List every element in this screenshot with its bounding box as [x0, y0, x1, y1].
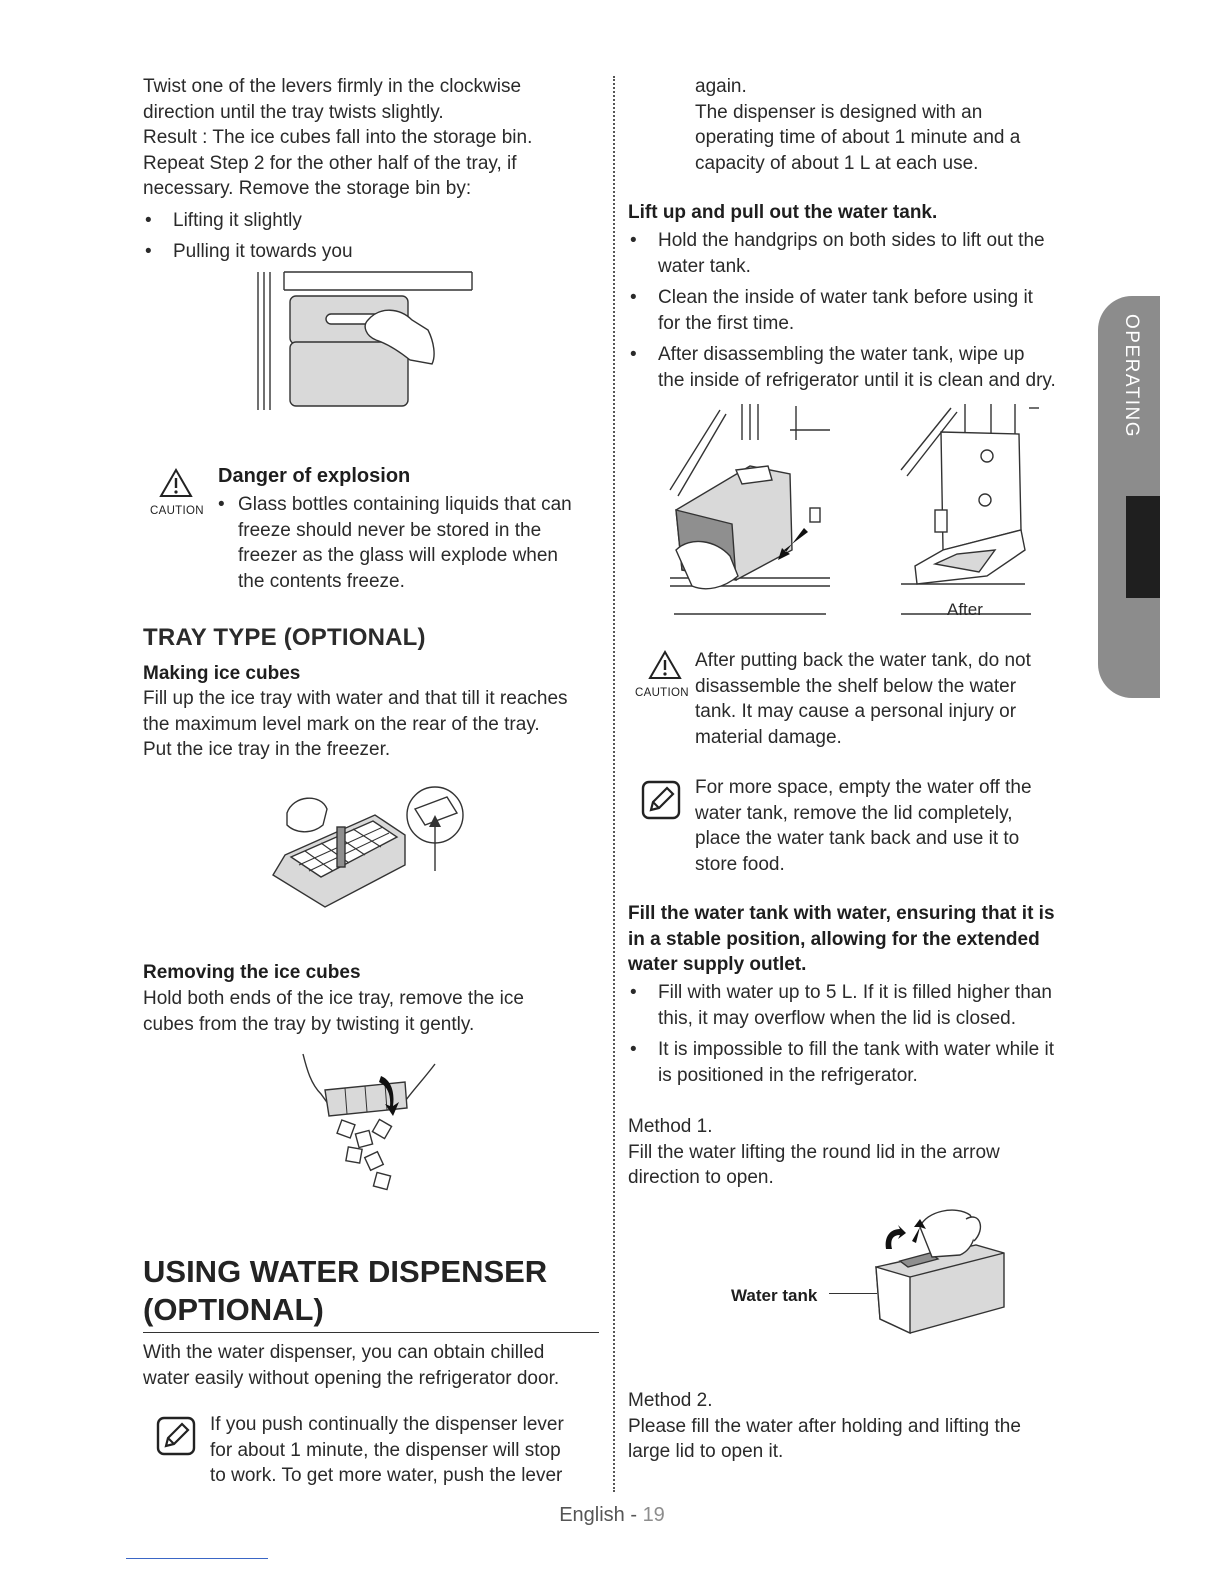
note-icon — [156, 1416, 196, 1456]
text-line: Method 2. — [628, 1390, 713, 1411]
ice-tray-fill-illustration — [265, 785, 470, 915]
callout-line — [829, 1293, 877, 1294]
list-item-line: water tank. — [658, 255, 751, 277]
section-heading — [143, 1253, 603, 1329]
note-line: to work. To get more water, push the lever — [210, 1465, 563, 1486]
caution-icon — [159, 468, 193, 498]
list-item-line: • Clean the inside of water tank before using it — [658, 287, 1033, 308]
caution-line: After putting back the water tank, do not — [695, 650, 1031, 671]
tray-type-heading: TRAY TYPE (OPTIONAL) — [143, 624, 426, 651]
note-line: store food. — [695, 853, 785, 875]
text-line: Method 1. — [628, 1116, 713, 1137]
caution-text — [695, 648, 1085, 750]
caution-title: Danger of explosion — [218, 465, 411, 487]
list-item-line: • It is impossible to fill the tank with water while it — [658, 1039, 1054, 1060]
left-column — [143, 74, 603, 271]
list-item-line: is positioned in the refrigerator. — [658, 1064, 918, 1086]
section-rule — [143, 1332, 599, 1333]
bullet-dot: • — [218, 494, 225, 515]
text-line: Fill up the ice tray with water and that till it reaches — [143, 688, 568, 709]
list-item — [628, 342, 1098, 393]
list-item: • Pulling it towards you — [143, 239, 603, 265]
list-item — [628, 1037, 1098, 1088]
list-item-line: • Hold the handgrips on both sides to lift out the — [658, 230, 1045, 251]
list-item — [628, 228, 1098, 279]
intro-line: Twist one of the levers firmly in the clockwise — [143, 76, 522, 97]
text-line: With the water dispenser, you can obtain chilled — [143, 1342, 545, 1363]
side-tab-marker — [1126, 496, 1160, 598]
intro-line: direction until the tray twists slightly. — [143, 101, 444, 123]
note-line: for about 1 minute, the dispenser will stop — [210, 1439, 561, 1461]
note-text — [210, 1412, 605, 1489]
footer-language: English - — [559, 1504, 643, 1526]
after-label: After — [947, 600, 983, 619]
caution-line: the contents freeze. — [238, 570, 405, 592]
text-line: the maximum level mark on the rear of the tray. — [143, 713, 540, 735]
list-item: • Lifting it slightly — [143, 208, 603, 234]
note-line: operating time of about 1 minute and a — [695, 127, 1021, 148]
method1-text — [628, 1114, 1098, 1191]
caution-line: disassemble the shelf below the water — [695, 675, 1017, 697]
caution-line: freeze should never be stored in the — [238, 519, 542, 541]
heading-line: Fill the water tank with water, ensuring that it is — [628, 903, 1055, 924]
note-icon — [641, 780, 681, 820]
text-line: cubes from the tray by twisting it gently. — [143, 1013, 475, 1035]
water-tank-fill-illustration — [870, 1205, 1010, 1335]
text-line: water easily without opening the refrigerator door. — [143, 1367, 560, 1389]
caution-label: CAUTION — [150, 505, 204, 517]
intro-line: Repeat Step 2 for the other half of the tray, if — [143, 152, 517, 174]
list-item-line: this, it may overflow when the lid is closed. — [658, 1007, 1016, 1029]
caution-icon — [648, 650, 682, 680]
removing-ice-heading: Removing the ice cubes — [143, 962, 361, 983]
twist-tray-illustration — [295, 1050, 445, 1195]
side-tab-label-box — [1090, 314, 1150, 464]
list-item-line: for the first time. — [658, 312, 795, 334]
text-line: direction to open. — [628, 1167, 774, 1188]
fill-list — [628, 974, 1098, 1094]
making-ice-heading: Making ice cubes — [143, 663, 301, 684]
text-line: Hold both ends of the ice tray, remove the ice — [143, 988, 524, 1009]
caution-line: material damage. — [695, 726, 842, 748]
list-item — [628, 980, 1098, 1031]
water-tank-after-illustration — [895, 400, 1045, 622]
note-line: For more space, empty the water off the — [695, 777, 1032, 798]
water-tank-label: Water tank — [731, 1286, 818, 1305]
method2-text — [628, 1388, 1098, 1465]
list-item-line: • Fill with water up to 5 L. If it is filled higher than — [658, 982, 1052, 1003]
intro-line: necessary. Remove the storage bin by: — [143, 178, 472, 199]
list-item-line: the inside of refrigerator until it is clean and dry. — [658, 369, 1056, 391]
page-footer — [0, 1503, 1224, 1529]
page-number: 19 — [642, 1504, 665, 1526]
lift-heading: Lift up and pull out the water tank. — [628, 202, 938, 223]
note-line: place the water tank back and use it to — [695, 828, 1020, 849]
heading-line: USING WATER DISPENSER — [143, 1254, 548, 1289]
footer-link-underline — [126, 1558, 268, 1559]
column-divider — [613, 76, 615, 1492]
caution-line: tank. It may cause a personal injury or — [695, 701, 1017, 722]
list-item-line: • After disassembling the water tank, wipe up — [658, 344, 1025, 365]
making-ice-text — [143, 686, 608, 763]
note-line: again. — [695, 76, 747, 97]
heading-line: water supply outlet. — [628, 954, 807, 975]
storage-bin-illustration — [250, 268, 480, 418]
heading-line: (OPTIONAL) — [143, 1292, 324, 1327]
lift-list — [628, 222, 1098, 399]
water-tank-removal-illustration — [660, 400, 840, 622]
list-item — [628, 285, 1098, 336]
caution-line: freezer as the glass will explode when — [238, 545, 559, 566]
section-intro — [143, 1340, 608, 1391]
caution-label: CAUTION — [635, 687, 689, 699]
text-line: Please fill the water after holding and lifting the — [628, 1415, 1021, 1437]
caution-line: Glass bottles containing liquids that can — [238, 494, 572, 515]
note-text — [695, 775, 1085, 877]
removing-ice-text — [143, 986, 608, 1037]
intro-line: Result : The ice cubes fall into the storage bin. — [143, 127, 533, 148]
note-continued — [695, 74, 1075, 176]
fill-heading — [628, 901, 1098, 978]
note-line: If you push continually the dispenser lever — [210, 1414, 564, 1435]
side-tab-label: OPERATING — [1121, 314, 1142, 438]
text-line: large lid to open it. — [628, 1441, 784, 1462]
note-line: The dispenser is designed with an — [695, 101, 983, 123]
note-line: capacity of about 1 L at each use. — [695, 152, 979, 174]
heading-line: in a stable position, allowing for the extended — [628, 928, 1040, 950]
text-line: Put the ice tray in the freezer. — [143, 739, 391, 760]
note-line: water tank, remove the lid completely, — [695, 802, 1013, 824]
text-line: Fill the water lifting the round lid in the arrow — [628, 1141, 1000, 1163]
caution-text — [218, 492, 608, 594]
